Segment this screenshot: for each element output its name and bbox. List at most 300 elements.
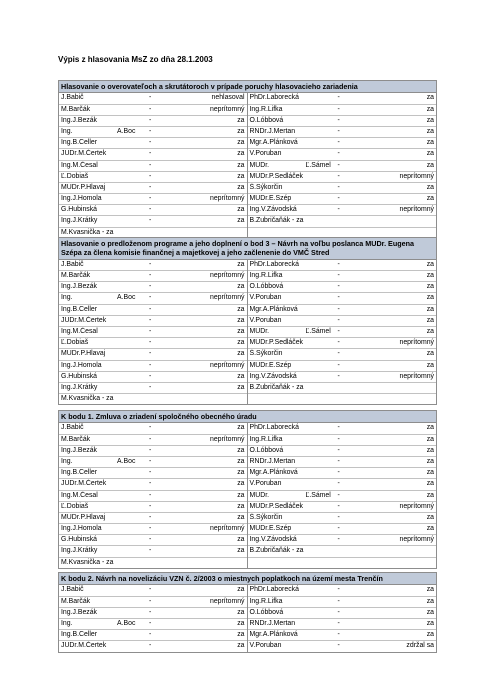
separator-dash: - bbox=[337, 502, 340, 510]
vote-result: za bbox=[237, 502, 245, 510]
vote-row bbox=[248, 149, 437, 160]
member-name: Ing. bbox=[61, 457, 73, 465]
member-name: JUDr.M.Čertek bbox=[61, 150, 107, 158]
member-name: Ing.B.Celler bbox=[61, 305, 98, 313]
vote-result: za bbox=[237, 424, 245, 432]
vote-result: za bbox=[426, 105, 434, 113]
vote-row bbox=[248, 93, 437, 104]
separator-dash: - bbox=[337, 435, 340, 443]
separator-dash: - bbox=[149, 491, 152, 499]
member-name: Ing.J.Homola bbox=[61, 361, 102, 369]
vote-row bbox=[248, 585, 437, 596]
vote-result: za bbox=[426, 283, 434, 291]
vote-result: neprítomný bbox=[210, 597, 245, 605]
vote-row bbox=[248, 597, 437, 608]
member-name: MUDr. bbox=[249, 327, 270, 335]
vote-result: za bbox=[426, 260, 434, 268]
vote-row bbox=[248, 423, 437, 434]
member-name: Mgr.A.Plánková bbox=[249, 631, 298, 639]
vote-result: za bbox=[426, 457, 434, 465]
member-name: RNDr.J.Mertan bbox=[249, 127, 296, 135]
separator-dash: - bbox=[337, 631, 340, 639]
vote-row bbox=[59, 271, 247, 282]
member-name: Ing.J.Bezák bbox=[61, 446, 98, 454]
separator-dash: - bbox=[149, 502, 152, 510]
separator-dash: - bbox=[149, 469, 152, 477]
member-name: RNDr.J.Mertan bbox=[249, 619, 296, 627]
separator-dash: - bbox=[337, 525, 340, 533]
vote-row bbox=[59, 216, 247, 227]
member-name: MUDr.E.Szép bbox=[249, 195, 292, 203]
vote-result: za bbox=[237, 619, 245, 627]
vote-row bbox=[248, 558, 437, 568]
vote-row bbox=[59, 138, 247, 149]
vote-result: za bbox=[426, 127, 434, 135]
vote-result: za bbox=[426, 435, 434, 443]
vote-row bbox=[248, 502, 437, 513]
separator-dash: - bbox=[337, 536, 340, 544]
separator-dash: - bbox=[337, 305, 340, 313]
vote-result: za bbox=[426, 94, 434, 102]
vote-result: za bbox=[237, 608, 245, 616]
separator-dash: - bbox=[149, 150, 152, 158]
separator-dash: - bbox=[337, 361, 340, 369]
member-name: Mgr.A.Plánková bbox=[249, 469, 298, 477]
vote-result: za bbox=[426, 316, 434, 324]
separator-dash: - bbox=[337, 513, 340, 521]
vote-row bbox=[59, 558, 247, 568]
member-name: PhDr.Laborecká bbox=[249, 424, 299, 432]
vote-result: za bbox=[237, 260, 245, 268]
separator-dash: - bbox=[149, 361, 152, 369]
right-column bbox=[248, 585, 437, 651]
member-name: Š.Sýkorčin bbox=[249, 183, 283, 191]
vote-table-bod2 bbox=[58, 572, 437, 653]
document-title: Výpis z hlasovania MsZ zo dňa 28.1.2003 bbox=[58, 55, 213, 64]
vote-row bbox=[59, 349, 247, 360]
member-name: O.Lóbbová bbox=[249, 608, 284, 616]
separator-dash: - bbox=[337, 446, 340, 454]
member-name: M.Barčák bbox=[61, 435, 91, 443]
vote-result: neprítomný bbox=[399, 172, 434, 180]
member-name: Ing. bbox=[61, 294, 73, 302]
member-name: MUDr. bbox=[249, 161, 270, 169]
vote-row bbox=[248, 216, 437, 227]
vote-row bbox=[59, 293, 247, 304]
vote-result: za bbox=[426, 294, 434, 302]
vote-result: neprítomný bbox=[399, 372, 434, 380]
vote-row bbox=[248, 372, 437, 383]
vote-row bbox=[248, 349, 437, 360]
separator-dash: - bbox=[337, 424, 340, 432]
separator-dash: - bbox=[149, 619, 152, 627]
separator-dash: - bbox=[337, 608, 340, 616]
member-name: MUDr.E.Szép bbox=[249, 361, 292, 369]
member-name: MUDr.P.Hlavaj bbox=[61, 183, 106, 191]
member-name: O.Lóbbová bbox=[249, 116, 284, 124]
vote-result: za bbox=[426, 350, 434, 358]
separator-dash: - bbox=[149, 446, 152, 454]
separator-dash: - bbox=[337, 619, 340, 627]
separator-dash: - bbox=[149, 536, 152, 544]
member-name: PhDr.Laborecká bbox=[249, 94, 299, 102]
vote-row bbox=[248, 394, 437, 404]
vote-row bbox=[248, 138, 437, 149]
separator-dash: - bbox=[149, 597, 152, 605]
vote-row bbox=[59, 513, 247, 524]
vote-result: neprítomný bbox=[210, 195, 245, 203]
member-name: B.Zubričaňák - za bbox=[249, 547, 304, 555]
vote-row bbox=[248, 468, 437, 479]
member-name: Ing.J.Krátky bbox=[61, 547, 98, 555]
vote-row bbox=[248, 271, 437, 282]
separator-dash: - bbox=[149, 139, 152, 147]
vote-row bbox=[59, 316, 247, 327]
table-header: K bodu 1. Zmluva o zriadení spoločného obecného úradu bbox=[59, 411, 436, 423]
vote-result: nehlasoval bbox=[211, 94, 245, 102]
separator-dash: - bbox=[149, 127, 152, 135]
member-name: Ing.R.Lifka bbox=[249, 597, 283, 605]
separator-dash: - bbox=[337, 327, 340, 335]
vote-row bbox=[59, 457, 247, 468]
member-name: V.Poruban bbox=[249, 294, 282, 302]
vote-row bbox=[59, 468, 247, 479]
vote-row bbox=[248, 435, 437, 446]
member-name: MUDr.P.Sedláček bbox=[249, 339, 303, 347]
left-column bbox=[59, 93, 248, 237]
vote-row bbox=[248, 383, 437, 394]
vote-result: za bbox=[426, 631, 434, 639]
member-name: M.Barčák bbox=[61, 597, 91, 605]
separator-dash: - bbox=[337, 597, 340, 605]
vote-result: neprítomný bbox=[210, 361, 245, 369]
vote-table-program bbox=[58, 237, 437, 405]
vote-row bbox=[59, 172, 247, 183]
vote-row bbox=[59, 535, 247, 546]
right-column bbox=[248, 423, 437, 567]
member-name: Ing.J.Krátky bbox=[61, 217, 98, 225]
member-name: Ing.R.Lifka bbox=[249, 272, 283, 279]
vote-row bbox=[59, 183, 247, 194]
vote-result: za bbox=[426, 608, 434, 616]
member-name: MUDr.P.Sedláček bbox=[249, 502, 303, 510]
member-name: J.Babič bbox=[61, 94, 84, 102]
separator-dash: - bbox=[149, 642, 152, 650]
separator-dash: - bbox=[337, 457, 340, 465]
member-name: B.Zubričaňák - za bbox=[249, 217, 304, 225]
vote-row bbox=[248, 116, 437, 127]
member-name: RNDr.J.Mertan bbox=[249, 457, 296, 465]
member-name: Ing.V.Závodská bbox=[249, 206, 297, 214]
member-name: Ing.R.Lifka bbox=[249, 435, 283, 443]
vote-row bbox=[59, 93, 247, 104]
vote-result: za bbox=[426, 327, 434, 335]
member-name: Š.Sýkorčin bbox=[249, 350, 283, 358]
vote-row bbox=[248, 172, 437, 183]
separator-dash: - bbox=[337, 339, 340, 347]
separator-dash: - bbox=[149, 116, 152, 124]
vote-row bbox=[248, 293, 437, 304]
vote-result: neprítomný bbox=[210, 272, 245, 279]
member-name: PhDr.Laborecká bbox=[249, 260, 299, 268]
member-name: M.Barčák bbox=[61, 105, 91, 113]
vote-row bbox=[59, 630, 247, 641]
separator-dash: - bbox=[149, 339, 152, 347]
right-column bbox=[248, 93, 437, 237]
member-name: JUDr.M.Čertek bbox=[61, 642, 107, 650]
left-column bbox=[59, 585, 248, 651]
separator-dash: - bbox=[149, 217, 152, 225]
vote-result: za bbox=[237, 642, 245, 650]
member-name-second: Ľ.Sámel bbox=[305, 491, 331, 499]
vote-row bbox=[59, 116, 247, 127]
right-column bbox=[248, 260, 437, 404]
vote-result: za bbox=[426, 150, 434, 158]
vote-result: neprítomný bbox=[399, 536, 434, 544]
vote-row bbox=[59, 282, 247, 293]
member-name: MUDr.P.Hlavaj bbox=[61, 350, 106, 358]
member-name: G.Hubinská bbox=[61, 536, 98, 544]
separator-dash: - bbox=[149, 350, 152, 358]
vote-row bbox=[248, 305, 437, 316]
vote-row bbox=[59, 260, 247, 271]
vote-result: za bbox=[237, 480, 245, 488]
member-name: Ing.J.Homola bbox=[61, 195, 102, 203]
member-name: O.Lóbbová bbox=[249, 446, 284, 454]
vote-result: za bbox=[237, 139, 245, 147]
separator-dash: - bbox=[149, 294, 152, 302]
vote-row bbox=[59, 327, 247, 338]
vote-result: za bbox=[237, 513, 245, 521]
separator-dash: - bbox=[337, 372, 340, 380]
vote-result: za bbox=[426, 424, 434, 432]
member-name-second: A.Boc bbox=[117, 457, 136, 465]
separator-dash: - bbox=[337, 206, 340, 214]
vote-result: za bbox=[426, 361, 434, 369]
vote-result: za bbox=[426, 513, 434, 521]
vote-result: za bbox=[237, 586, 245, 594]
vote-row bbox=[248, 513, 437, 524]
vote-result: neprítomný bbox=[399, 502, 434, 510]
separator-dash: - bbox=[149, 383, 152, 391]
vote-result: za bbox=[237, 491, 245, 499]
separator-dash: - bbox=[149, 316, 152, 324]
member-name: Ing.J.Bezák bbox=[61, 116, 98, 124]
vote-row bbox=[248, 161, 437, 172]
member-name: Ing.J.Krátky bbox=[61, 383, 98, 391]
member-name: MUDr.P.Hlavaj bbox=[61, 513, 106, 521]
table-header: Hlasovanie o overovateľoch a skrutátoroch v prípade poruchy hlasovacieho zariadenia bbox=[59, 81, 436, 93]
vote-row bbox=[248, 479, 437, 490]
member-name: Ing. bbox=[61, 619, 73, 627]
vote-row bbox=[59, 372, 247, 383]
member-name: Ing. bbox=[61, 127, 73, 135]
separator-dash: - bbox=[149, 161, 152, 169]
separator-dash: - bbox=[337, 272, 340, 279]
vote-result: za bbox=[426, 619, 434, 627]
separator-dash: - bbox=[337, 350, 340, 358]
vote-row bbox=[59, 194, 247, 205]
member-name: M.Barčák bbox=[61, 272, 91, 279]
member-name-second: A.Boc bbox=[117, 127, 136, 135]
vote-result: za bbox=[426, 116, 434, 124]
separator-dash: - bbox=[149, 525, 152, 533]
vote-result: za bbox=[426, 469, 434, 477]
vote-table-overovatelia bbox=[58, 80, 437, 239]
vote-result: zdržal sa bbox=[406, 642, 434, 650]
separator-dash: - bbox=[149, 457, 152, 465]
vote-row bbox=[59, 205, 247, 216]
vote-result: neprítomný bbox=[399, 339, 434, 347]
separator-dash: - bbox=[149, 513, 152, 521]
vote-row bbox=[59, 383, 247, 394]
vote-result: za bbox=[426, 586, 434, 594]
separator-dash: - bbox=[337, 161, 340, 169]
separator-dash: - bbox=[149, 480, 152, 488]
vote-row bbox=[248, 205, 437, 216]
vote-table-bod1 bbox=[58, 410, 437, 569]
member-name: M.Kvasnička - za bbox=[61, 395, 114, 403]
member-name: Ing.J.Bezák bbox=[61, 283, 98, 291]
vote-result: neprítomný bbox=[210, 294, 245, 302]
vote-row bbox=[59, 619, 247, 630]
vote-row bbox=[59, 524, 247, 535]
member-name: Ing.M.Česal bbox=[61, 327, 98, 335]
vote-row bbox=[248, 446, 437, 457]
separator-dash: - bbox=[337, 283, 340, 291]
member-name: Ing.B.Celler bbox=[61, 631, 98, 639]
vote-row bbox=[248, 327, 437, 338]
member-name-second: A.Boc bbox=[117, 294, 136, 302]
member-name: V.Poruban bbox=[249, 480, 282, 488]
vote-row bbox=[59, 435, 247, 446]
separator-dash: - bbox=[149, 631, 152, 639]
table-header: Hlasovanie o predloženom programe a jeho doplnení o bod 3 – Návrh na voľbu poslanca MUDr. Eugena Szépa za člena komisie finančnej a majetkovej a jeho začlenenie do VMČ Stred bbox=[59, 238, 436, 260]
vote-result: za bbox=[237, 150, 245, 158]
vote-result: za bbox=[426, 161, 434, 169]
vote-result: za bbox=[237, 116, 245, 124]
vote-row bbox=[59, 597, 247, 608]
vote-row bbox=[248, 457, 437, 468]
separator-dash: - bbox=[337, 294, 340, 302]
separator-dash: - bbox=[337, 139, 340, 147]
vote-result: za bbox=[237, 217, 245, 225]
vote-row bbox=[59, 491, 247, 502]
member-name: Ing.J.Bezák bbox=[61, 608, 98, 616]
member-name: Š.Sýkorčin bbox=[249, 513, 283, 521]
member-name: Ing.V.Závodská bbox=[249, 536, 297, 544]
vote-result: za bbox=[237, 631, 245, 639]
separator-dash: - bbox=[149, 105, 152, 113]
member-name: V.Poruban bbox=[249, 642, 282, 650]
vote-row bbox=[248, 630, 437, 641]
member-name-second: Ľ.Sámel bbox=[305, 161, 331, 169]
member-name: Ing.V.Závodská bbox=[249, 372, 297, 380]
separator-dash: - bbox=[337, 469, 340, 477]
member-name: Ing.M.Česal bbox=[61, 491, 98, 499]
vote-row bbox=[59, 641, 247, 651]
separator-dash: - bbox=[337, 94, 340, 102]
vote-result: za bbox=[426, 480, 434, 488]
vote-row bbox=[248, 608, 437, 619]
vote-row bbox=[248, 194, 437, 205]
vote-result: za bbox=[237, 469, 245, 477]
separator-dash: - bbox=[337, 127, 340, 135]
vote-row bbox=[59, 161, 247, 172]
vote-row bbox=[59, 394, 247, 404]
vote-row bbox=[59, 479, 247, 490]
vote-row bbox=[248, 641, 437, 651]
vote-row bbox=[59, 608, 247, 619]
member-name: J.Babič bbox=[61, 260, 84, 268]
vote-row bbox=[59, 305, 247, 316]
vote-result: za bbox=[237, 383, 245, 391]
separator-dash: - bbox=[149, 435, 152, 443]
vote-result: za bbox=[237, 327, 245, 335]
vote-row bbox=[248, 127, 437, 138]
separator-dash: - bbox=[337, 642, 340, 650]
separator-dash: - bbox=[337, 491, 340, 499]
vote-result: za bbox=[237, 457, 245, 465]
vote-result: za bbox=[237, 172, 245, 180]
vote-row bbox=[59, 127, 247, 138]
member-name: MUDr. bbox=[249, 491, 270, 499]
separator-dash: - bbox=[149, 195, 152, 203]
separator-dash: - bbox=[149, 172, 152, 180]
separator-dash: - bbox=[149, 283, 152, 291]
member-name: JUDr.M.Čertek bbox=[61, 316, 107, 324]
separator-dash: - bbox=[337, 105, 340, 113]
member-name: Mgr.A.Plánková bbox=[249, 305, 298, 313]
member-name: Ing.B.Celler bbox=[61, 139, 98, 147]
separator-dash: - bbox=[149, 424, 152, 432]
member-name: M.Kvasnička - za bbox=[61, 228, 114, 236]
vote-row bbox=[248, 282, 437, 293]
member-name: B.Zubričaňák - za bbox=[249, 383, 304, 391]
member-name: J.Babič bbox=[61, 586, 84, 594]
vote-result: za bbox=[237, 283, 245, 291]
vote-row bbox=[248, 619, 437, 630]
separator-dash: - bbox=[149, 305, 152, 313]
vote-result: za bbox=[237, 536, 245, 544]
vote-row bbox=[59, 423, 247, 434]
vote-row bbox=[248, 316, 437, 327]
vote-row bbox=[59, 149, 247, 160]
separator-dash: - bbox=[337, 150, 340, 158]
left-column bbox=[59, 260, 248, 404]
separator-dash: - bbox=[149, 272, 152, 279]
separator-dash: - bbox=[149, 260, 152, 268]
member-name: V.Poruban bbox=[249, 316, 282, 324]
vote-result: za bbox=[237, 372, 245, 380]
vote-row bbox=[248, 524, 437, 535]
separator-dash: - bbox=[337, 480, 340, 488]
separator-dash: - bbox=[149, 183, 152, 191]
separator-dash: - bbox=[337, 183, 340, 191]
vote-result: za bbox=[426, 305, 434, 313]
vote-result: za bbox=[426, 525, 434, 533]
vote-result: za bbox=[426, 183, 434, 191]
vote-row bbox=[248, 535, 437, 546]
separator-dash: - bbox=[337, 172, 340, 180]
separator-dash: - bbox=[149, 372, 152, 380]
separator-dash: - bbox=[149, 608, 152, 616]
vote-result: za bbox=[237, 305, 245, 313]
vote-result: za bbox=[426, 446, 434, 454]
vote-row bbox=[248, 260, 437, 271]
left-column bbox=[59, 423, 248, 567]
member-name: O.Lóbbová bbox=[249, 283, 284, 291]
